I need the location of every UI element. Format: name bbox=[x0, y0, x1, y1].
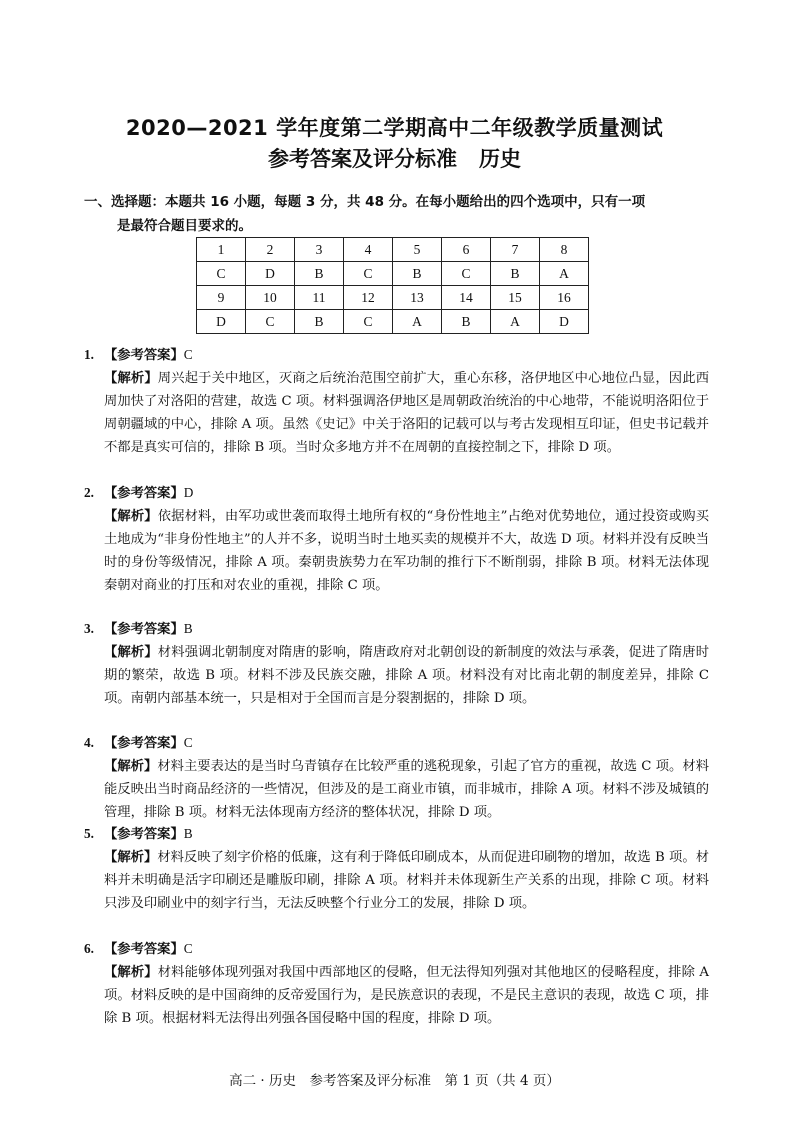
question-number: 6. bbox=[84, 941, 94, 956]
answer-table-cell: A bbox=[491, 310, 540, 334]
analysis-text: 依据材料，由军功或世袭而取得土地所有权的“身份性地主”占绝对优势地位，通过投资或购买土地成为“非身份性地主”的人并不多，说明当时土地买卖的规模并不大，故选 D 项。材料并没有反映当时的身份等级情况，排除 A 项。秦朝贵族势力在军功制的推行下不断削弱，排除 B 项。材料无法体现秦朝对商业的打压和对农业的重视，排除 C 项。 bbox=[104, 509, 709, 593]
answer-table-row bbox=[197, 286, 589, 310]
answer-label: 【参考答案】 bbox=[104, 942, 184, 957]
answer-table-row bbox=[197, 262, 589, 286]
question-number: 3. bbox=[84, 621, 94, 636]
answer-table-cell: 5 bbox=[393, 238, 442, 262]
answer-table-cell: D bbox=[246, 262, 295, 286]
page-footer: 高二 · 历史 参考答案及评分标准 第 1 页（共 4 页） bbox=[229, 1073, 560, 1089]
question-5 bbox=[84, 822, 709, 915]
answer-table-cell: B bbox=[491, 262, 540, 286]
subtitle-main: 参考答案及评分标准 bbox=[268, 147, 457, 171]
section-line-1: 一、选择题：本题共 16 小题，每题 3 分，共 48 分。在每小题给出的四个选项中，只有一项 bbox=[84, 194, 646, 210]
analysis-text: 材料能够体现列强对我国中西部地区的侵略，但无法得知列强对其他地区的侵略程度，排除 A 项。材料反映的是中国商绅的反帝爱国行为，是民族意识的表现，不是民主意识的表现，故选 C 项，排除 B 项。根据材料无法得出列强各国侵略中国的程度，排除 D 项。 bbox=[104, 965, 710, 1026]
question-4 bbox=[84, 731, 709, 824]
answer-table-cell: D bbox=[197, 310, 246, 334]
answer-table-cell: B bbox=[295, 310, 344, 334]
answer-table-cell: 4 bbox=[344, 238, 393, 262]
analysis-label: 【解析】 bbox=[104, 759, 158, 774]
answer-table-cell: 11 bbox=[295, 286, 344, 310]
answer-table-cell: 1 bbox=[197, 238, 246, 262]
question-2 bbox=[84, 481, 709, 597]
answer-value: B bbox=[183, 621, 193, 636]
answer-table-cell: 2 bbox=[246, 238, 295, 262]
answer-value: D bbox=[183, 485, 194, 500]
question-number: 4. bbox=[84, 735, 94, 750]
answer-table-cell: C bbox=[344, 262, 393, 286]
answer-table-cell: 8 bbox=[540, 238, 589, 262]
answer-value: B bbox=[183, 826, 193, 841]
question-3 bbox=[84, 617, 709, 710]
answer-label: 【参考答案】 bbox=[104, 348, 184, 363]
question-number: 5. bbox=[84, 826, 94, 841]
answer-table-cell: A bbox=[540, 262, 589, 286]
answer-table-cell: C bbox=[246, 310, 295, 334]
answer-label: 【参考答案】 bbox=[104, 827, 184, 842]
answer-table-cell: 15 bbox=[491, 286, 540, 310]
question-number: 1. bbox=[84, 347, 94, 362]
answer-label: 【参考答案】 bbox=[104, 486, 184, 501]
question-number: 2. bbox=[84, 485, 94, 500]
section-line-2: 是最符合题目要求的。 bbox=[117, 218, 252, 234]
answer-table-cell: A bbox=[393, 310, 442, 334]
answer-table-cell: B bbox=[295, 262, 344, 286]
analysis-label: 【解析】 bbox=[104, 850, 158, 865]
analysis-text: 周兴起于关中地区，灭商之后统治范围空前扩大，重心东移，洛伊地区中心地位凸显，因此西周加快了对洛阳的营建，故选 C 项。材料强调洛伊地区是周朝政治统治的中心地带，不能说明洛阳位于周朝疆域的中心，排除 A 项。虽然《史记》中关于洛阳的记载可以与考古发现相互印证，但史书记载并不都是真实可信的，排除 B 项。当时众多地方并不在周朝的直接控制之下，排除 D 项。 bbox=[104, 371, 710, 455]
answer-table-cell: B bbox=[393, 262, 442, 286]
answer-table-cell: 12 bbox=[344, 286, 393, 310]
subtitle-subject: 历史 bbox=[479, 147, 521, 171]
analysis-label: 【解析】 bbox=[104, 645, 158, 660]
answer-value: C bbox=[183, 347, 193, 362]
answer-value: C bbox=[183, 941, 193, 956]
answer-table-cell: 9 bbox=[197, 286, 246, 310]
analysis-text: 材料强调北朝制度对隋唐的影响，隋唐政府对北朝创设的新制度的效法与承袭，促进了隋唐时期的繁荣，故选 B 项。材料不涉及民族交融，排除 A 项。材料没有对比南北朝的制度差异，排除 C 项。南朝内部基本统一，只是相对于全国而言是分裂割据的，排除 D 项。 bbox=[104, 645, 710, 706]
answer-table-row bbox=[197, 310, 589, 334]
answer-table-cell: 10 bbox=[246, 286, 295, 310]
question-6 bbox=[84, 937, 709, 1030]
answer-table-cell: C bbox=[442, 262, 491, 286]
analysis-label: 【解析】 bbox=[104, 371, 158, 386]
answer-table-cell: B bbox=[442, 310, 491, 334]
page-subtitle bbox=[0, 143, 789, 173]
answer-table-cell: 3 bbox=[295, 238, 344, 262]
answer-table-cell: D bbox=[540, 310, 589, 334]
analysis-label: 【解析】 bbox=[104, 965, 158, 980]
answer-table-cell: 7 bbox=[491, 238, 540, 262]
analysis-label: 【解析】 bbox=[104, 509, 158, 524]
answer-table-row bbox=[197, 238, 589, 262]
analysis-text: 材料反映了刻字价格的低廉，这有利于降低印刷成本，从而促进印刷物的增加，故选 B 项。材料并未明确是活字印刷还是雕版印刷，排除 A 项。材料并未体现新生产关系的出现，排除 C 项。材料只涉及印刷业中的刻字行当，无法反映整个行业分工的发展，排除 D 项。 bbox=[104, 850, 709, 911]
page-title: 2020—2021 学年度第二学期高中二年级教学质量测试 bbox=[125, 116, 664, 140]
answer-label: 【参考答案】 bbox=[104, 736, 184, 751]
answer-table-cell: C bbox=[344, 310, 393, 334]
answer-table-cell: 16 bbox=[540, 286, 589, 310]
analysis-text: 材料主要表达的是当时乌青镇存在比较严重的逃税现象，引起了官方的重视，故选 C 项。材料能反映出当时商品经济的一些情况，但涉及的是工商业市镇，而非城市，排除 A 项。材料不涉及城镇的管理，排除 B 项。材料无法体现南方经济的整体状况，排除 D 项。 bbox=[104, 759, 709, 820]
answer-table-cell: C bbox=[197, 262, 246, 286]
answer-value: C bbox=[183, 735, 193, 750]
section-heading bbox=[84, 190, 709, 238]
question-1 bbox=[84, 343, 709, 459]
answer-table-cell: 13 bbox=[393, 286, 442, 310]
answer-table-cell: 14 bbox=[442, 286, 491, 310]
answer-table-cell: 6 bbox=[442, 238, 491, 262]
answer-table bbox=[196, 237, 589, 334]
answer-label: 【参考答案】 bbox=[104, 622, 184, 637]
